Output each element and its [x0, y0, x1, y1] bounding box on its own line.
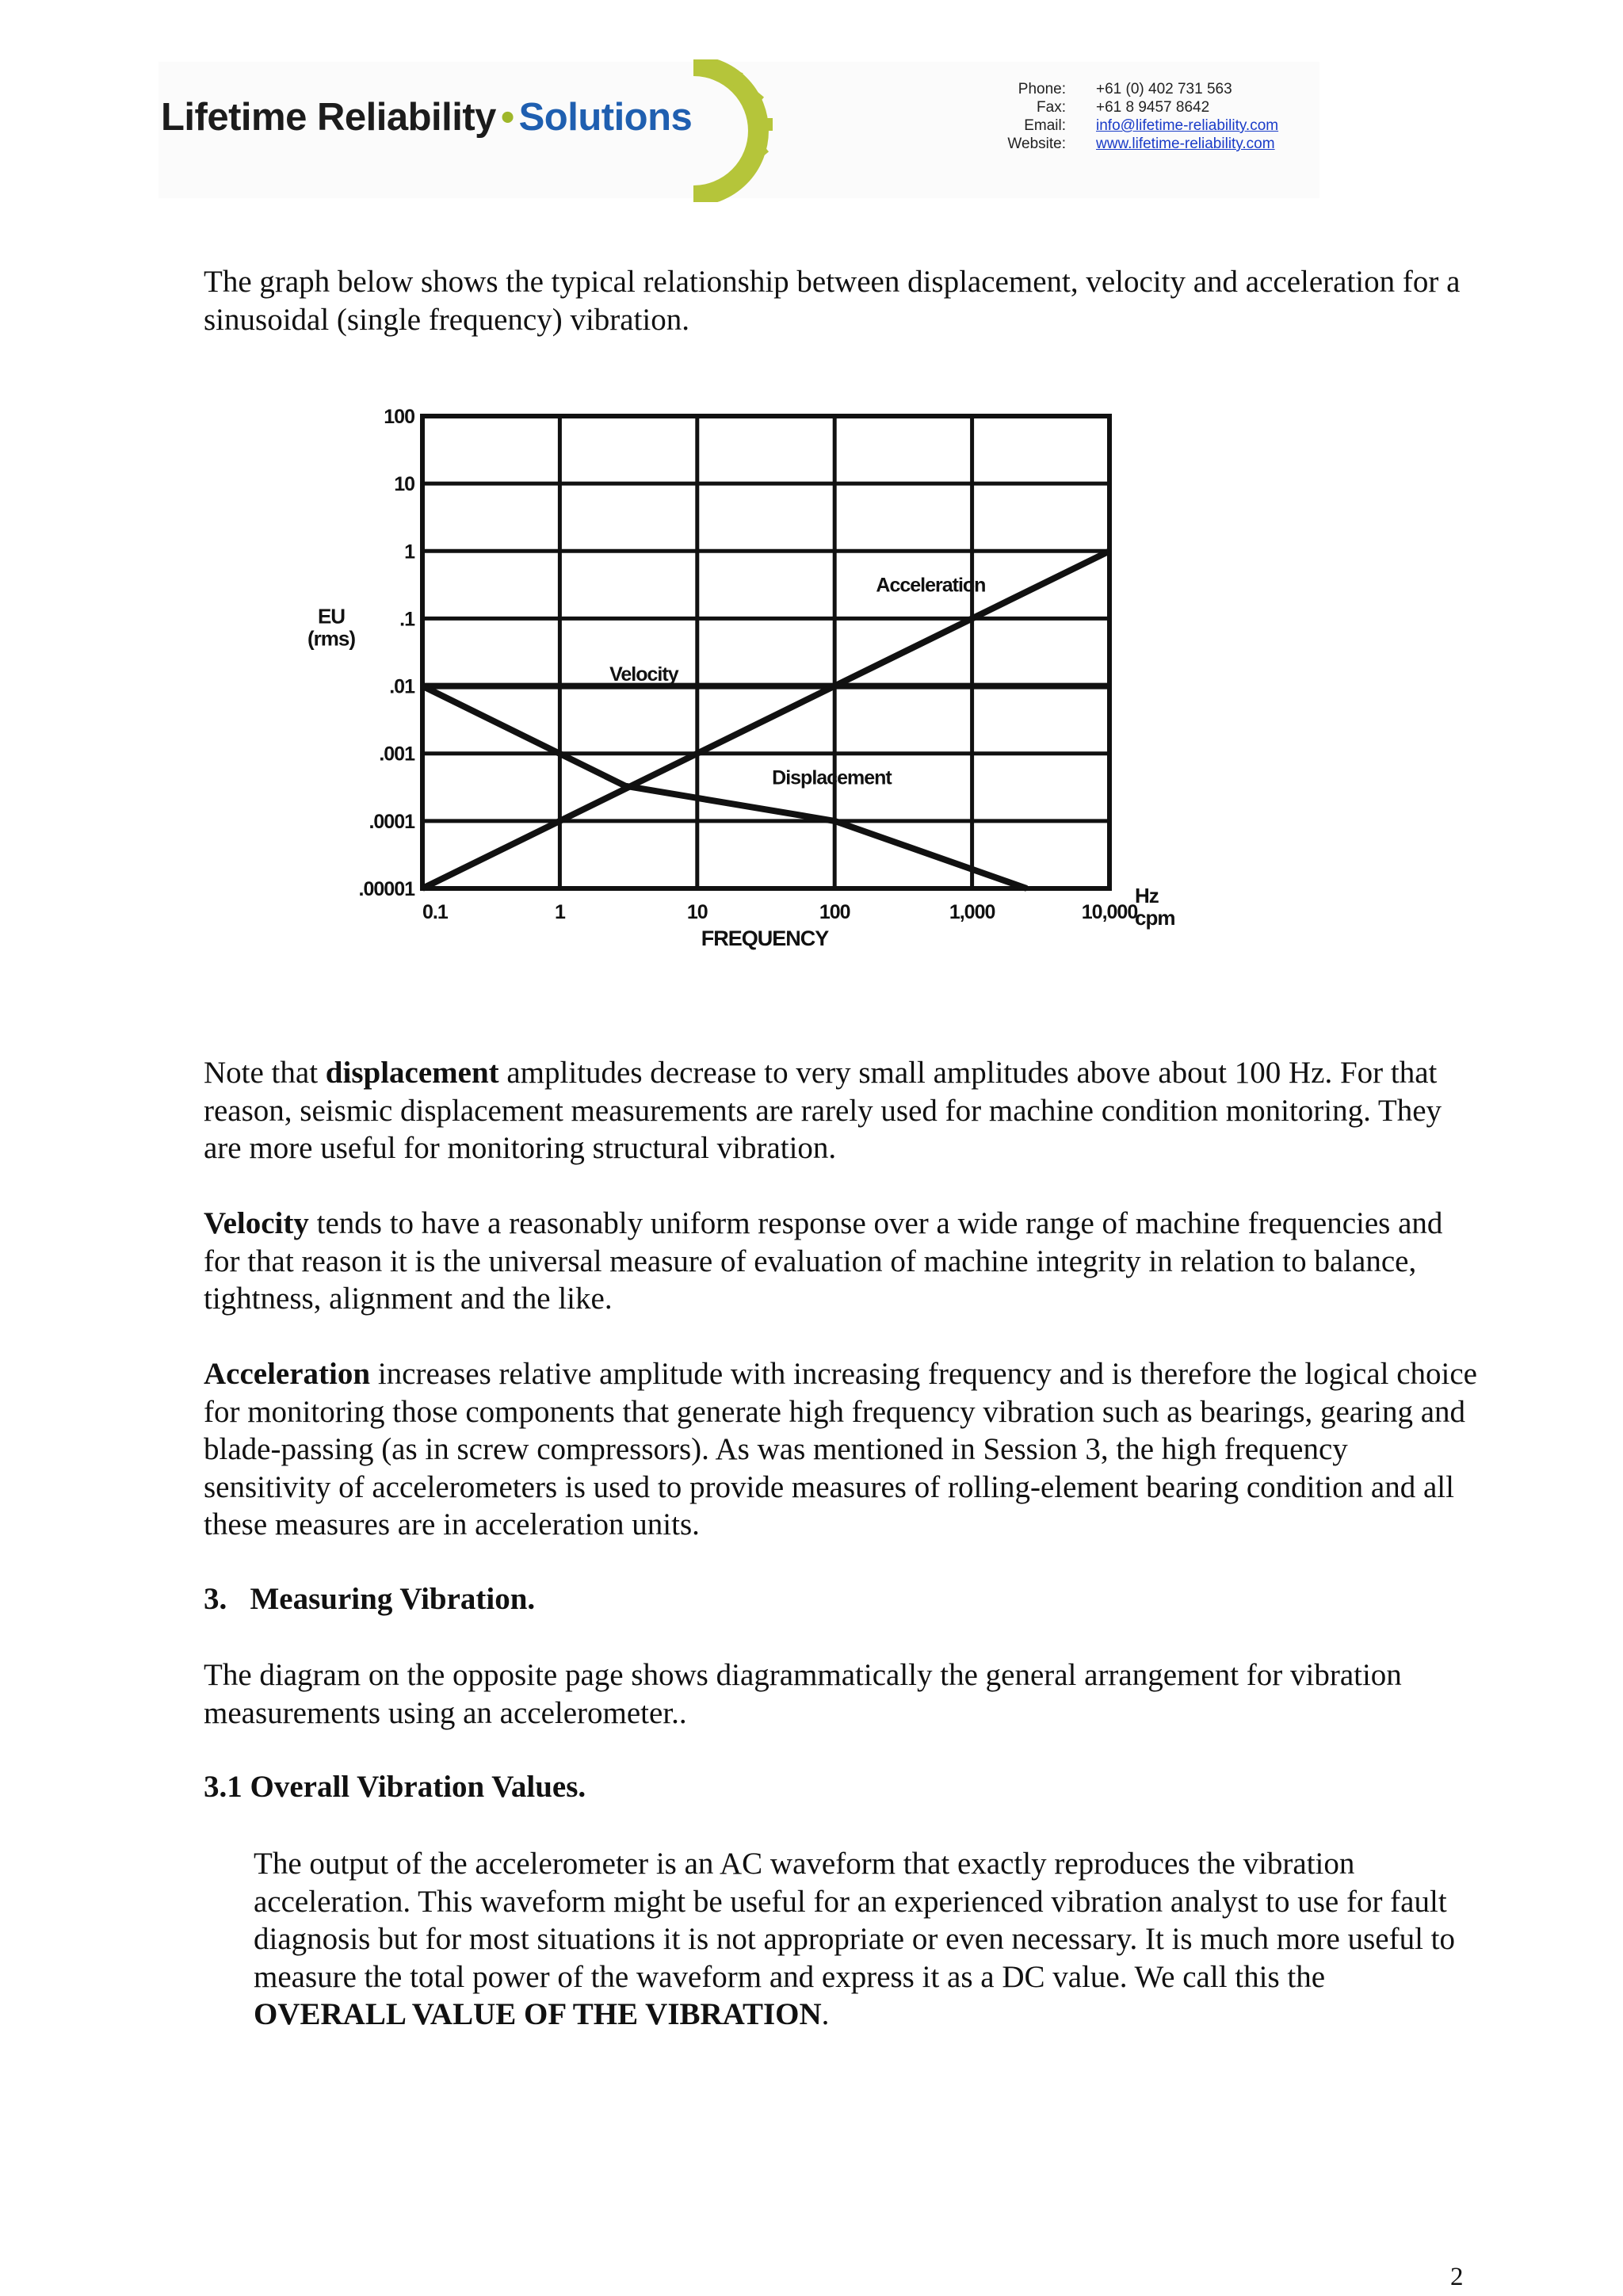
acceleration-text: increases relative amplitude with increasing frequency and is therefore the logical choice for monitoring those components that generate high frequency vibration such as bearings, gearing and blade-passing (as in screw compressors). As was mentioned in Session 3, the high frequency sensitivity of accelerometers is used to provide measures of rolling-element bearing condition and all these measures are in acceleration units.: [204, 1357, 1477, 1541]
velocity-text: tends to have a reasonably uniform response over a wide range of machine frequencies and for that reason it is the universal measure of evaluation of machine integrity in relation to balance, tightness, alignment and the like.: [204, 1206, 1443, 1316]
series-line-acceleration: [422, 551, 1109, 888]
intro-paragraph: The graph below shows the typical relationship between displacement, velocity and acceleration for a sinusoidal (single frequency) vibration.: [204, 265, 1461, 337]
acceleration-term: Acceleration: [204, 1357, 371, 1391]
logo-wordmark-lifetime-reliability: Lifetime Reliability: [161, 96, 496, 139]
email-label: Email:: [1024, 117, 1066, 134]
logo-bullet: •: [500, 96, 514, 139]
vibration-frequency-chart: [293, 392, 1212, 979]
y-tick-label: .0001: [369, 810, 414, 833]
gear-logo-icon: [670, 59, 796, 202]
fax-number: +61 8 9457 8642: [1096, 99, 1210, 116]
velocity-paragraph: [204, 1205, 1480, 1318]
y-axis-title: EU: [317, 604, 346, 628]
phone-number: +61 (0) 402 731 563: [1096, 81, 1232, 97]
x-unit-label: cpm: [1135, 906, 1175, 930]
displacement-intro-text: Note that: [204, 1056, 326, 1090]
x-tick-label: 1,000: [949, 901, 995, 923]
series-label-displacement: Displacement: [772, 766, 892, 789]
y-tick-label: .1: [399, 608, 414, 631]
chart-plot-frame: [422, 416, 1109, 888]
y-tick-label: 10: [394, 473, 414, 496]
section-3-1-heading: 3.1 Overall Vibration Values.: [204, 1770, 586, 1804]
page-number: 2: [1450, 2263, 1464, 2291]
y-tick-label: .00001: [358, 878, 414, 900]
section-3-paragraph: The diagram on the opposite page shows diagrammatically the general arrangement for vibration measurements using an accelerometer..: [204, 1658, 1402, 1730]
website-label: Website:: [1007, 136, 1066, 152]
y-tick-label: .001: [379, 743, 414, 766]
y-tick-label: .01: [389, 675, 414, 698]
website-link[interactable]: www.lifetime-reliability.com: [1096, 136, 1275, 152]
velocity-term: Velocity: [204, 1206, 309, 1240]
logo-wordmark-solutions: Solutions: [518, 96, 693, 139]
overall-value-intro-text: The output of the accelerometer is an AC waveform that exactly reproduces the vibration acceleration. This waveform might be useful for an experienced vibration analyst to use for fault diagnosis but for most situations it is not appropriate or even necessary. It is much more useful to measure the total power of the waveform and express it as a DC value. We call this the: [254, 1847, 1456, 1994]
contact-labels: [951, 80, 1066, 153]
x-tick-label: 0.1: [422, 901, 448, 923]
phone-label: Phone:: [1018, 81, 1066, 97]
company-logo-text: [161, 95, 692, 139]
series-label-acceleration: Acceleration: [876, 574, 986, 597]
displacement-text: amplitudes decrease to very small amplitudes above about 100 Hz. For that reason, seismic displacement measurements are rarely used for machine condition monitoring. They are more useful for monitoring structural vibration.: [204, 1056, 1442, 1165]
x-axis-title: FREQUENCY: [701, 926, 829, 950]
y-axis-title: (rms): [307, 626, 356, 651]
y-tick-label: 1: [404, 541, 414, 563]
section-3-heading: 3. Measuring Vibration.: [204, 1582, 536, 1616]
overall-value-emphasis: OVERALL VALUE OF THE VIBRATION: [254, 1997, 822, 2031]
acceleration-paragraph: [204, 1355, 1480, 1544]
y-tick-label: 100: [384, 406, 414, 428]
email-link[interactable]: info@lifetime-reliability.com: [1096, 117, 1279, 134]
overall-value-end: .: [821, 1997, 830, 2031]
section-3-1-paragraph: [254, 1845, 1482, 2034]
displacement-term: displacement: [325, 1056, 499, 1090]
contact-values: [1096, 80, 1278, 153]
displacement-paragraph: [204, 1054, 1480, 1167]
x-tick-label: 10,000: [1081, 901, 1138, 923]
x-tick-label: 10: [686, 901, 708, 923]
fax-label: Fax:: [1037, 99, 1066, 116]
series-line-displacement: [422, 686, 1027, 888]
x-unit-label: Hz: [1135, 884, 1159, 907]
x-tick-label: 1: [554, 901, 565, 923]
x-tick-label: 100: [819, 901, 850, 923]
series-label-velocity: Velocity: [609, 663, 678, 686]
